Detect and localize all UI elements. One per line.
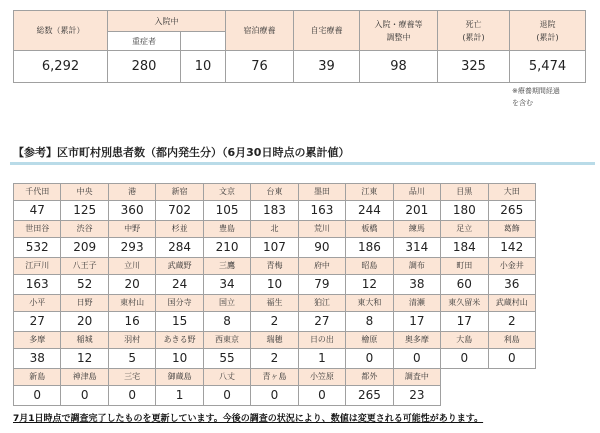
municipality-count: 27 <box>14 312 61 332</box>
value-total: 6,292 <box>14 51 108 83</box>
municipality-name: 国立 <box>204 295 251 312</box>
municipality-name: 文京 <box>204 184 251 201</box>
municipality-count: 8 <box>346 312 393 332</box>
municipality-name: 新島 <box>14 369 61 386</box>
footer-note: 7月1日時点で調査完了したものを更新しています。今後の調査の状況により、数値は変更される可能性があります。 <box>13 414 484 424</box>
municipality-name: 調査中 <box>394 369 441 386</box>
municipality-count: 34 <box>204 275 251 295</box>
municipality-count: 23 <box>394 386 441 406</box>
municipality-count: 209 <box>61 238 108 258</box>
header-total: 総数（累計） <box>14 11 108 51</box>
municipality-name: 奥多摩 <box>394 332 441 349</box>
municipality-count: 0 <box>251 386 298 406</box>
section-title: 【参考】区市町村別患者数（都内発生分）（6月30日時点の累計値） <box>13 146 350 159</box>
municipality-name: あきる野 <box>156 332 203 349</box>
municipality-count: 360 <box>109 201 156 221</box>
municipality-table <box>13 183 536 406</box>
municipality-name: 新宿 <box>156 184 203 201</box>
municipality-count: 38 <box>14 349 61 369</box>
municipality-count: 16 <box>109 312 156 332</box>
municipality-count: 27 <box>299 312 346 332</box>
header-discharged: 退院 (累計) <box>510 11 586 51</box>
municipality-name: 港 <box>109 184 156 201</box>
municipality-count: 201 <box>394 201 441 221</box>
municipality-count: 265 <box>489 201 536 221</box>
value-hotel: 76 <box>226 51 294 83</box>
municipality-name: 立川 <box>109 258 156 275</box>
municipality-name: 八丈 <box>204 369 251 386</box>
municipality-name: 多摩 <box>14 332 61 349</box>
municipality-name: 台東 <box>251 184 298 201</box>
municipality-name: 小笠原 <box>299 369 346 386</box>
municipality-count: 210 <box>204 238 251 258</box>
value-home: 39 <box>294 51 360 83</box>
municipality-count: 163 <box>14 275 61 295</box>
header-hotel: 宿泊療養 <box>226 11 294 51</box>
municipality-name: 江東 <box>346 184 393 201</box>
municipality-count: 24 <box>156 275 203 295</box>
municipality-count: 0 <box>394 349 441 369</box>
municipality-count: 10 <box>156 349 203 369</box>
municipality-name: 渋谷 <box>61 221 108 238</box>
municipality-name: 板橋 <box>346 221 393 238</box>
municipality-name: 昭島 <box>346 258 393 275</box>
municipality-name: 練馬 <box>394 221 441 238</box>
header-home: 自宅療養 <box>294 11 360 51</box>
municipality-count: 293 <box>109 238 156 258</box>
municipality-count: 265 <box>346 386 393 406</box>
municipality-count: 125 <box>61 201 108 221</box>
municipality-name: 大島 <box>441 332 488 349</box>
municipality-name: 北 <box>251 221 298 238</box>
municipality-name: 町田 <box>441 258 488 275</box>
municipality-name: 墨田 <box>299 184 346 201</box>
municipality-name: 東村山 <box>109 295 156 312</box>
municipality-name: 青梅 <box>251 258 298 275</box>
value-deaths: 325 <box>438 51 510 83</box>
municipality-name: 調布 <box>394 258 441 275</box>
municipality-name: 西東京 <box>204 332 251 349</box>
municipality-count: 105 <box>204 201 251 221</box>
municipality-name: 大田 <box>489 184 536 201</box>
municipality-count: 90 <box>299 238 346 258</box>
municipality-name: 府中 <box>299 258 346 275</box>
municipality-name: 中野 <box>109 221 156 238</box>
municipality-count: 1 <box>299 349 346 369</box>
municipality-name: 千代田 <box>14 184 61 201</box>
municipality-name: 国分寺 <box>156 295 203 312</box>
municipality-name: 小金井 <box>489 258 536 275</box>
municipality-name: 利島 <box>489 332 536 349</box>
municipality-name: 葛飾 <box>489 221 536 238</box>
municipality-count: 284 <box>156 238 203 258</box>
municipality-name: 日の出 <box>299 332 346 349</box>
municipality-count: 2 <box>489 312 536 332</box>
municipality-name: 青ヶ島 <box>251 369 298 386</box>
municipality-name: 足立 <box>441 221 488 238</box>
municipality-name: 武蔵村山 <box>489 295 536 312</box>
municipality-count: 79 <box>299 275 346 295</box>
municipality-name: 豊島 <box>204 221 251 238</box>
municipality-count: 314 <box>394 238 441 258</box>
municipality-count: 0 <box>61 386 108 406</box>
municipality-name: 御蔵島 <box>156 369 203 386</box>
municipality-count: 17 <box>441 312 488 332</box>
municipality-count: 183 <box>251 201 298 221</box>
municipality-name: 福生 <box>251 295 298 312</box>
municipality-count: 184 <box>441 238 488 258</box>
municipality-name: 東大和 <box>346 295 393 312</box>
municipality-count: 532 <box>14 238 61 258</box>
municipality-count: 0 <box>204 386 251 406</box>
header-deaths: 死亡 (累計) <box>438 11 510 51</box>
municipality-count: 12 <box>346 275 393 295</box>
municipality-name: 神津島 <box>61 369 108 386</box>
header-severe: 重症者 <box>108 32 181 51</box>
municipality-count: 20 <box>109 275 156 295</box>
municipality-name: 世田谷 <box>14 221 61 238</box>
municipality-count: 55 <box>204 349 251 369</box>
municipality-name: 杉並 <box>156 221 203 238</box>
municipality-name: 三宅 <box>109 369 156 386</box>
municipality-count: 180 <box>441 201 488 221</box>
municipality-name: 清瀬 <box>394 295 441 312</box>
municipality-name: 都外 <box>346 369 393 386</box>
municipality-count: 0 <box>489 349 536 369</box>
municipality-name: 品川 <box>394 184 441 201</box>
municipality-name: 檜原 <box>346 332 393 349</box>
municipality-name: 日野 <box>61 295 108 312</box>
municipality-count: 47 <box>14 201 61 221</box>
summary-table <box>13 10 586 83</box>
municipality-name: 八王子 <box>61 258 108 275</box>
value-discharged: 5,474 <box>510 51 586 83</box>
municipality-count: 17 <box>394 312 441 332</box>
municipality-count: 52 <box>61 275 108 295</box>
municipality-count: 186 <box>346 238 393 258</box>
section-divider <box>10 162 595 165</box>
municipality-count: 36 <box>489 275 536 295</box>
municipality-count: 8 <box>204 312 251 332</box>
municipality-name: 中央 <box>61 184 108 201</box>
municipality-count: 244 <box>346 201 393 221</box>
municipality-name: 稲城 <box>61 332 108 349</box>
municipality-count: 60 <box>441 275 488 295</box>
municipality-name: 三鷹 <box>204 258 251 275</box>
municipality-name: 目黒 <box>441 184 488 201</box>
municipality-count: 0 <box>441 349 488 369</box>
municipality-count: 15 <box>156 312 203 332</box>
municipality-count: 2 <box>251 312 298 332</box>
municipality-count: 702 <box>156 201 203 221</box>
municipality-name: 江戸川 <box>14 258 61 275</box>
municipality-count: 142 <box>489 238 536 258</box>
municipality-count: 38 <box>394 275 441 295</box>
municipality-name: 荒川 <box>299 221 346 238</box>
municipality-count: 0 <box>109 386 156 406</box>
municipality-count: 0 <box>299 386 346 406</box>
value-adjusting: 98 <box>360 51 438 83</box>
municipality-count: 20 <box>61 312 108 332</box>
municipality-name: 瑞穂 <box>251 332 298 349</box>
value-severe: 10 <box>181 51 226 83</box>
municipality-name: 狛江 <box>299 295 346 312</box>
recovery-note: ※療養期間経過 を含む <box>512 87 560 107</box>
municipality-name: 小平 <box>14 295 61 312</box>
municipality-count: 5 <box>109 349 156 369</box>
header-adjusting: 入院・療養等 調整中 <box>360 11 438 51</box>
municipality-name: 東久留米 <box>441 295 488 312</box>
municipality-count: 163 <box>299 201 346 221</box>
municipality-count: 0 <box>14 386 61 406</box>
municipality-count: 2 <box>251 349 298 369</box>
municipality-count: 107 <box>251 238 298 258</box>
municipality-count: 1 <box>156 386 203 406</box>
municipality-count: 12 <box>61 349 108 369</box>
municipality-count: 0 <box>346 349 393 369</box>
municipality-count: 10 <box>251 275 298 295</box>
municipality-name: 羽村 <box>109 332 156 349</box>
header-hospitalized: 入院中 <box>108 11 226 32</box>
value-hospitalized: 280 <box>108 51 181 83</box>
municipality-name: 武蔵野 <box>156 258 203 275</box>
